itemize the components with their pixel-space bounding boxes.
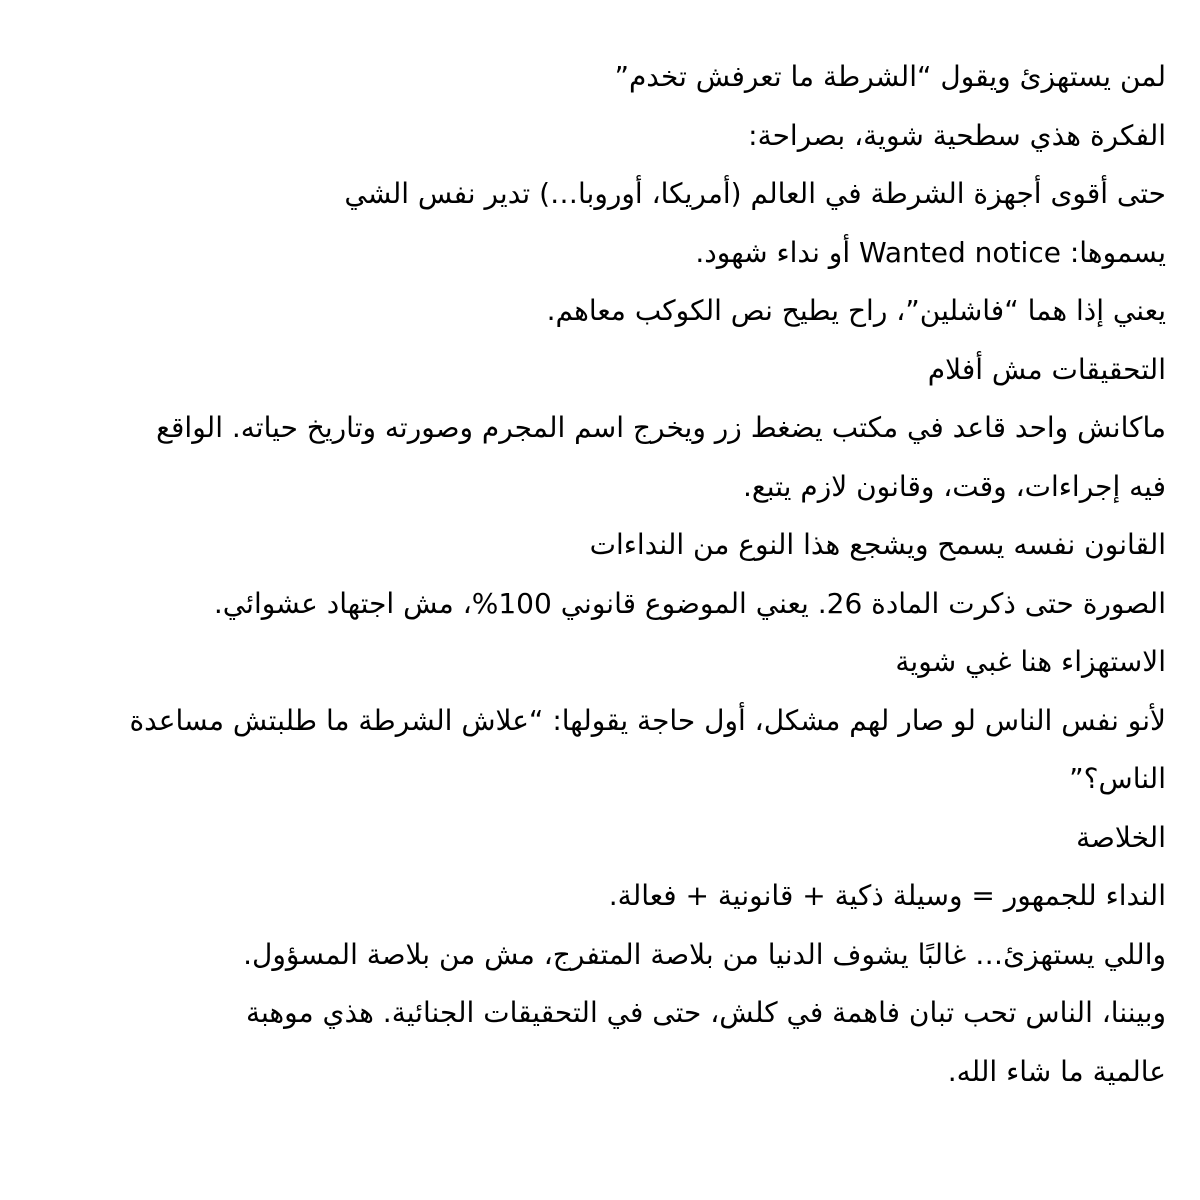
text-line: ماكانش واحد قاعد في مكتب يضغط زر ويخرج اسم المجرم وصورته وتاريخ حياته. الواقع <box>156 411 1166 444</box>
section-heading: القانون نفسه يسمح ويشجع هذا النوع من النداءات <box>589 528 1166 561</box>
document-body <box>60 48 1166 1101</box>
text-line: وبيننا، الناس تحب تبان فاهمة في كلش، حتى في التحقيقات الجنائية. هذي موهبة <box>245 996 1166 1029</box>
text-line: الصورة حتى ذكرت المادة 26. يعني الموضوع قانوني 100%، مش اجتهاد عشوائي. <box>213 586 1166 620</box>
text-line: النداء للجمهور = وسيلة ذكية + قانونية + فعالة. <box>608 879 1166 912</box>
text-line: يسموها: Wanted notice أو نداء شهود. <box>695 235 1166 269</box>
text-line: فيه إجراءات، وقت، وقانون لازم يتبع. <box>742 469 1166 503</box>
section-heading: التحقيقات مش أفلام <box>927 352 1166 386</box>
text-line: لمن يستهزئ ويقول “الشرطة ما تعرفش تخدم” <box>614 60 1166 93</box>
text-line: الفكرة هذي سطحية شوية، بصراحة: <box>748 118 1166 152</box>
text-line: واللي يستهزئ… غالبًا يشوف الدنيا من بلاصة المتفرج، مش من بلاصة المسؤول. <box>243 937 1166 971</box>
section-heading: الاستهزاء هنا غبي شوية <box>895 645 1166 678</box>
section-heading: الخلاصة <box>1076 820 1166 854</box>
text-line: حتى أقوى أجهزة الشرطة في العالم (أمريكا، أوروبا…) تدير نفس الشي <box>344 177 1166 210</box>
text-line: يعني إذا هما “فاشلين”، راح يطيح نص الكوكب معاهم. <box>546 294 1166 327</box>
text-line: عالمية ما شاء الله. <box>947 1054 1166 1088</box>
text-line: الناس؟” <box>1069 762 1166 795</box>
text-line: لأنو نفس الناس لو صار لهم مشكل، أول حاجة يقولها: “علاش الشرطة ما طلبتش مساعدة <box>129 703 1166 737</box>
